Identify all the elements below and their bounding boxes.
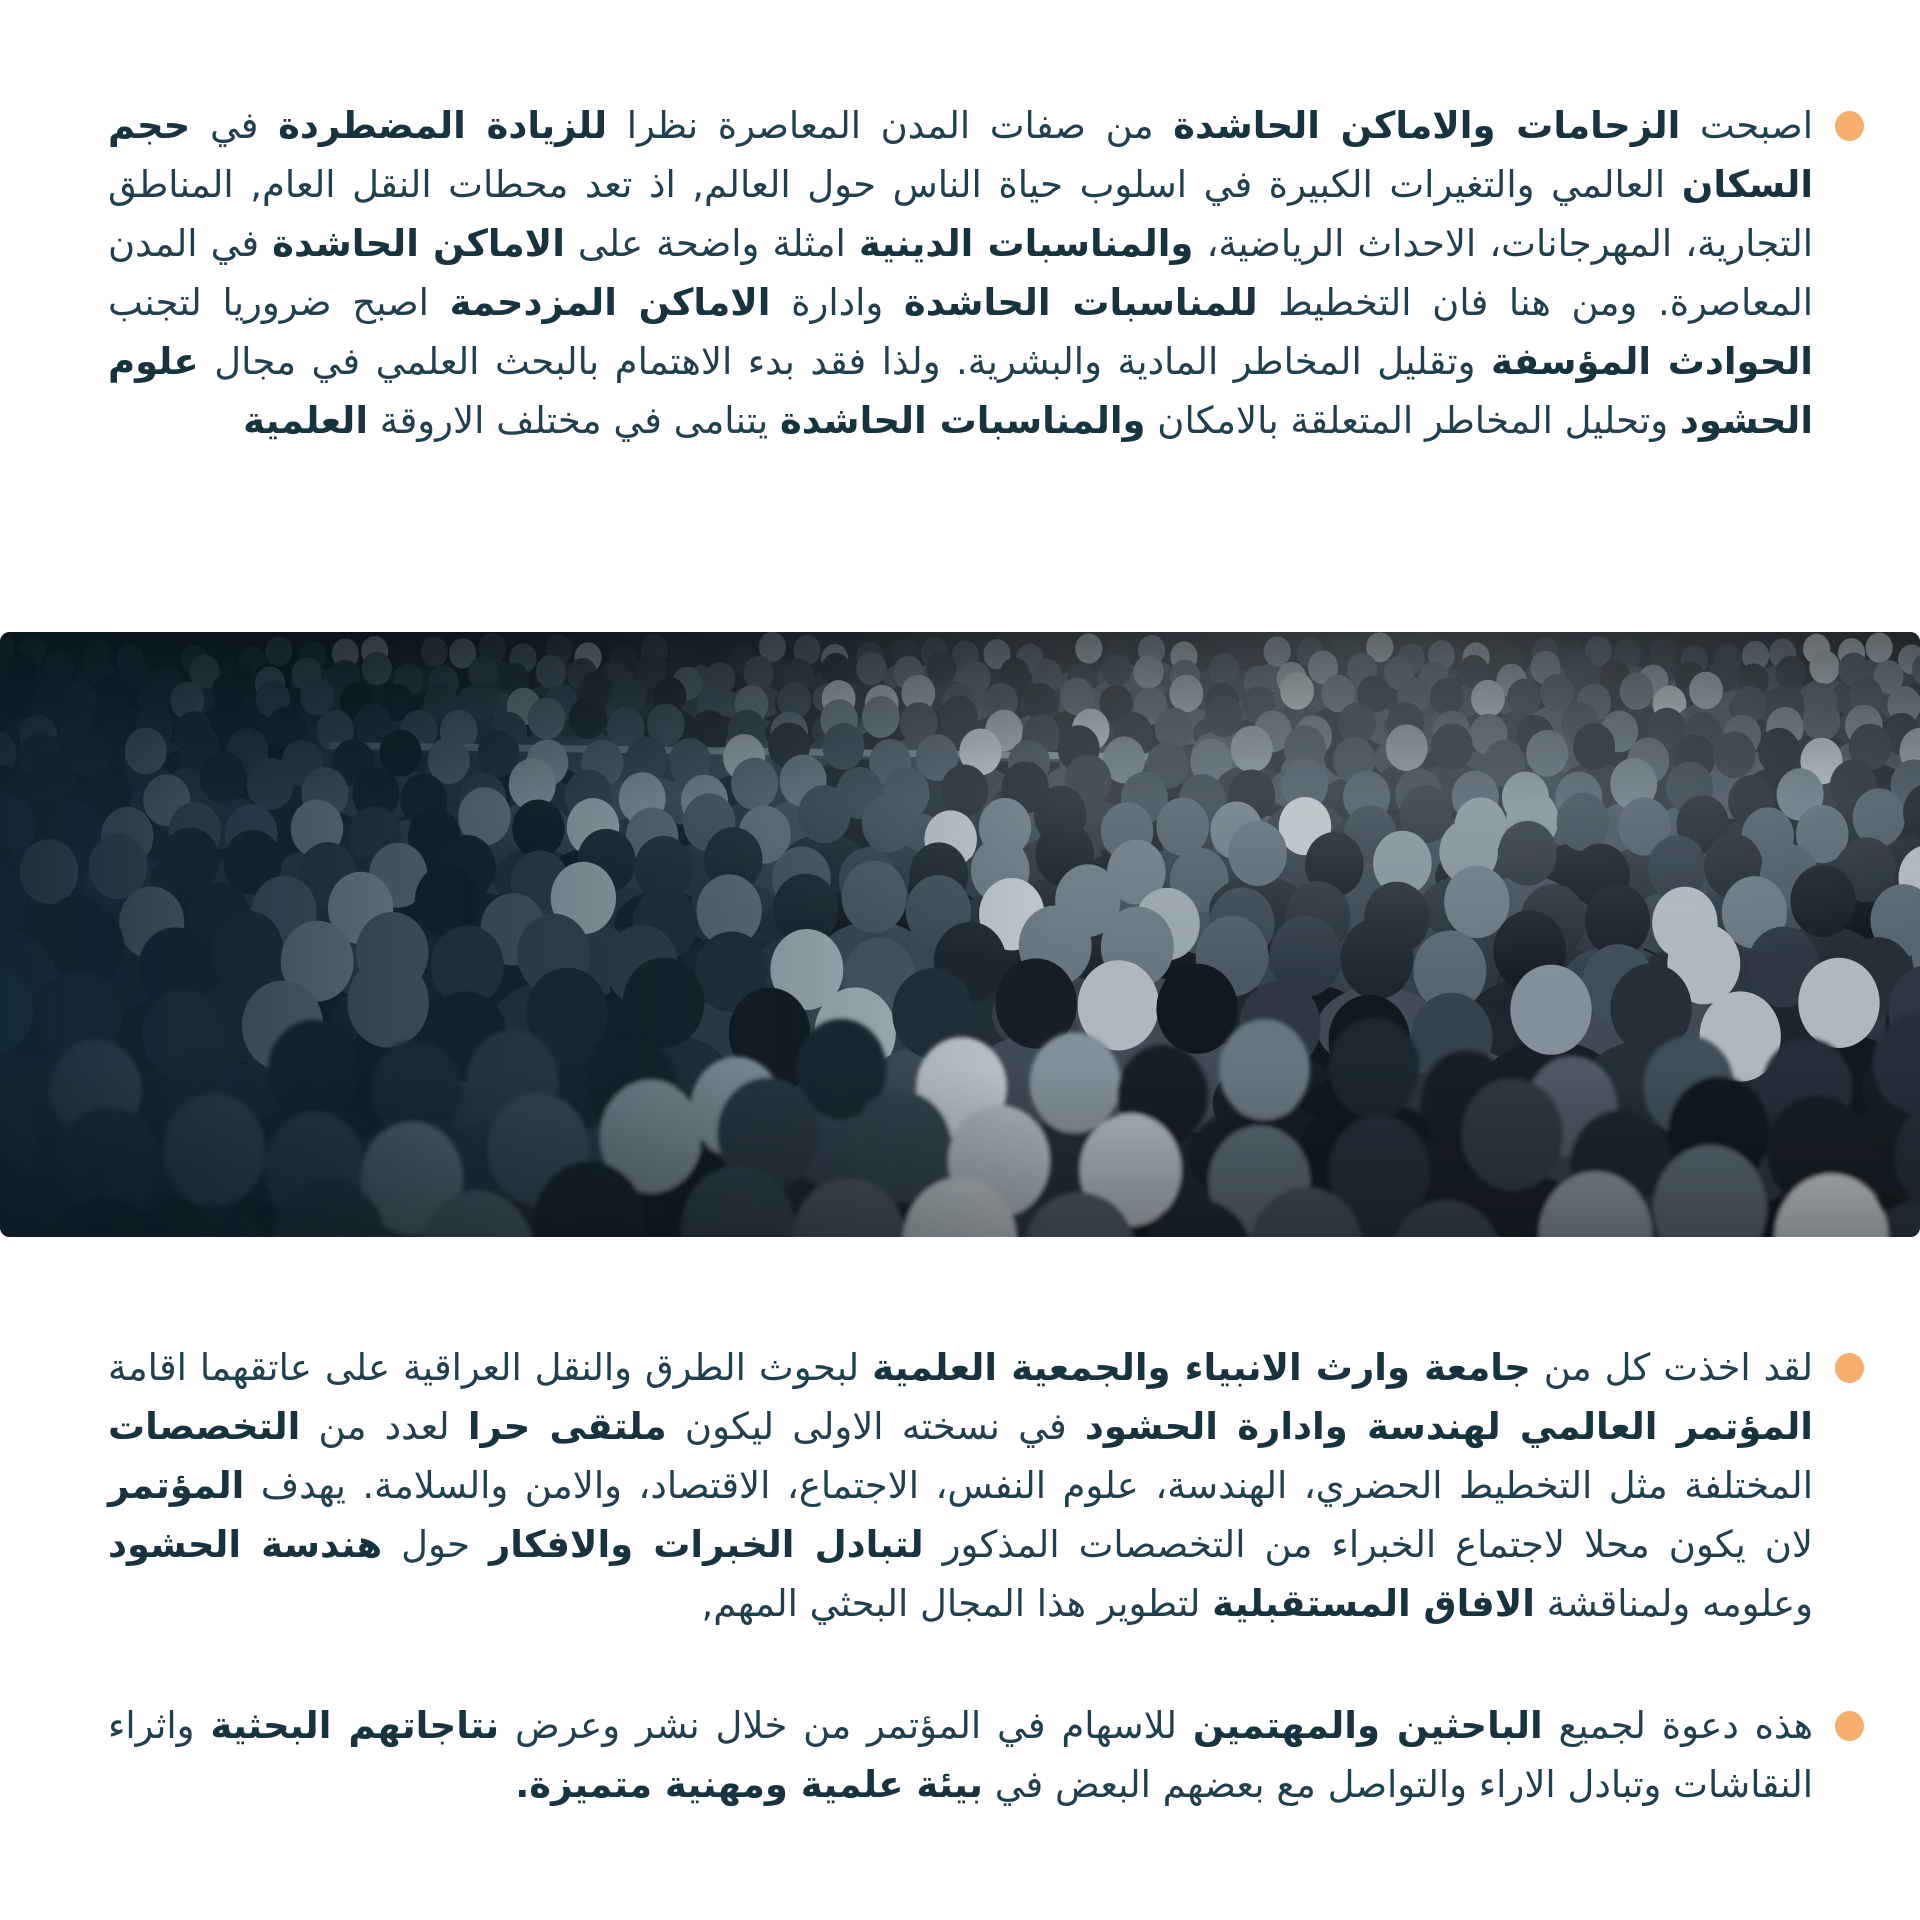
crowd-photo-illustration bbox=[0, 632, 1920, 1237]
body-text: لبحوث الطرق والنقل العراقية على عاتقهما اقامة bbox=[96, 1346, 873, 1389]
emphasis-text: والمناسبات الدينية bbox=[858, 222, 1194, 265]
crowd-photo bbox=[0, 632, 1920, 1237]
body-text: اصبحت bbox=[1680, 104, 1813, 147]
body-text: وتحليل المخاطر المتعلقة بالامكان bbox=[1145, 399, 1680, 442]
paragraph-text-hosts bbox=[96, 1338, 1813, 1633]
emphasis-text: الاماكن المزدحمة bbox=[449, 281, 771, 324]
bullet-dot-icon bbox=[1835, 111, 1864, 141]
emphasis-text: بيئة علمية ومهنية متميزة. bbox=[515, 1763, 983, 1806]
body-text: امثلة واضحة على bbox=[564, 222, 859, 265]
section-crowding-intro bbox=[95, 96, 1864, 450]
bullet-dot-icon bbox=[1835, 1711, 1864, 1741]
body-text: لقد اخذت كل من bbox=[1530, 1346, 1813, 1389]
body-text: المختلفة مثل التخطيط الحضري، الهندسة، علوم النفس، الاجتماع، الاقتصاد، والامن والسلامة. يهدف bbox=[96, 1405, 1813, 1507]
body-text: في المدن المعاصرة. ومن هنا فان التخطيط bbox=[96, 222, 1814, 324]
body-text: وعلومه ولمناقشة bbox=[96, 1523, 1813, 1625]
emphasis-text: المؤتمر bbox=[108, 1464, 245, 1507]
body-text: وادارة bbox=[770, 281, 904, 324]
body-text: هذه دعوة لجميع bbox=[1542, 1704, 1813, 1747]
emphasis-text: ملتقى حرا bbox=[467, 1405, 667, 1448]
emphasis-text: للزيادة المضطردة bbox=[278, 104, 608, 147]
body-text: من صفات المدن المعاصرة نظرا bbox=[607, 104, 1174, 147]
emphasis-text: الزحامات والاماكن الحاشدة bbox=[1173, 104, 1681, 147]
emphasis-text: العلمية bbox=[243, 399, 369, 442]
body-text: للاسهام في المؤتمر من خلال نشر وعرض bbox=[499, 1704, 1193, 1747]
emphasis-text: نتاجاتهم البحثية bbox=[210, 1704, 500, 1747]
emphasis-text: حجم السكان bbox=[95, 104, 1813, 206]
emphasis-text: التخصصات bbox=[108, 1405, 301, 1448]
emphasis-text: المؤتمر العالمي لهندسة وادارة الحشود bbox=[1084, 1405, 1813, 1448]
paragraph-text-invitation bbox=[96, 1696, 1813, 1814]
emphasis-text: الافاق المستقبلية bbox=[1212, 1582, 1535, 1625]
emphasis-text: هندسة الحشود bbox=[108, 1523, 383, 1566]
emphasis-text: للمناسبات الحاشدة bbox=[903, 281, 1258, 324]
body-text: في نسخته الاولى ليكون bbox=[666, 1405, 1085, 1448]
body-text: في bbox=[190, 104, 279, 147]
body-text: وتقليل المخاطر المادية والبشرية. ولذا فقد بدء الاهتمام بالبحث العلمي في مجال bbox=[198, 340, 1492, 383]
body-text: لعدد من bbox=[300, 1405, 468, 1448]
section-conference-hosts bbox=[96, 1338, 1864, 1633]
body-text: اصبح ضروريا لتجنب bbox=[96, 281, 450, 324]
emphasis-text: الباحثين والمهتمين bbox=[1192, 1704, 1543, 1747]
section-invitation bbox=[96, 1696, 1864, 1814]
body-text: حول bbox=[382, 1523, 489, 1566]
body-text: العالمي والتغيرات الكبيرة في اسلوب حياة الناس حول العالم, اذ تعد محطات النقل العام, المناطق التجارية، المهرجانات، الاحداث الرياضية، bbox=[96, 163, 1813, 265]
emphasis-text: علوم الحشود bbox=[95, 340, 1813, 442]
body-text: لتطوير هذا المجال البحثي المهم, bbox=[701, 1582, 1213, 1625]
emphasis-text: جامعة وارث الانبياء والجمعية العلمية bbox=[872, 1346, 1531, 1389]
body-text: يتنامى في مختلف الاروقة bbox=[368, 399, 780, 442]
emphasis-text: الاماكن الحاشدة bbox=[272, 222, 565, 265]
body-text: واثراء النقاشات وتبادل الاراء والتواصل مع بعضهم البعض في bbox=[96, 1704, 1813, 1806]
paragraph-text-crowding bbox=[95, 96, 1814, 450]
emphasis-text: والمناسبات الحاشدة bbox=[779, 399, 1146, 442]
bullet-dot-icon bbox=[1835, 1353, 1864, 1383]
body-text: لان يكون محلا لاجتماع الخبراء من التخصصات المذكور bbox=[96, 1464, 1813, 1566]
emphasis-text: لتبادل الخبرات والافكار bbox=[488, 1523, 924, 1566]
emphasis-text: الحوادث المؤسفة bbox=[1491, 340, 1813, 383]
